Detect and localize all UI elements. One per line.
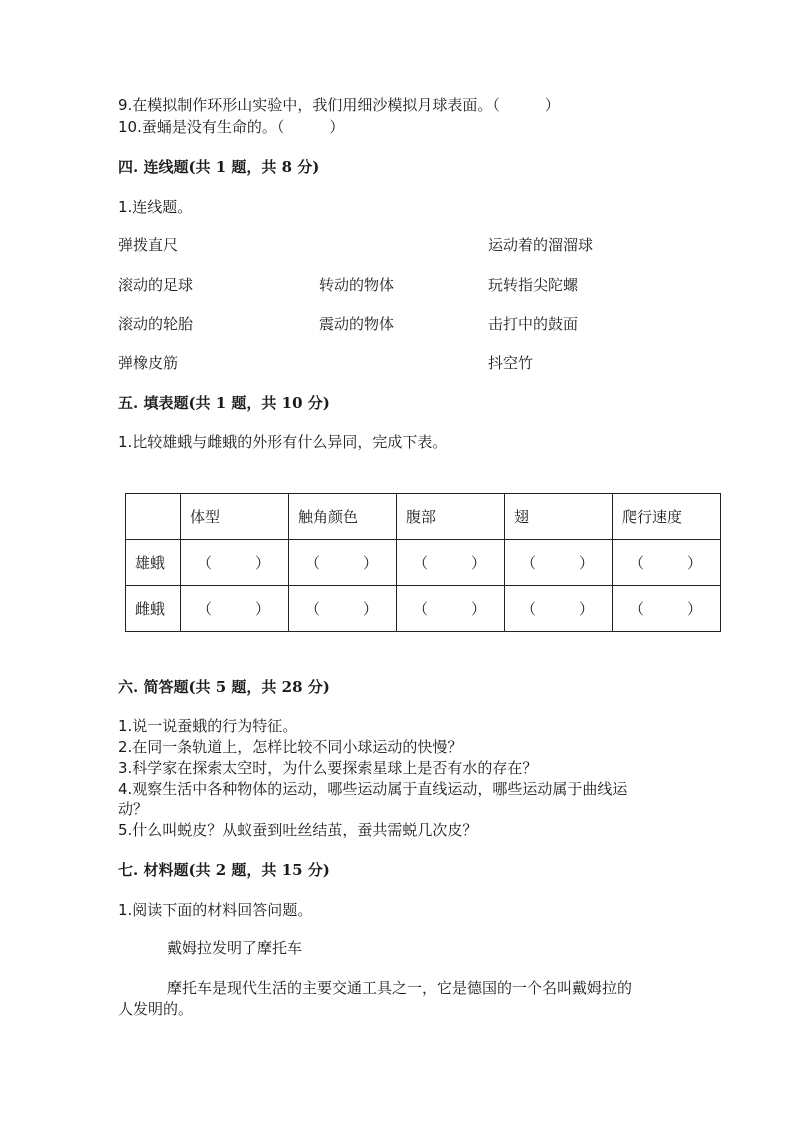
short-answer-question: 1.说一说蚕蛾的行为特征。: [118, 717, 298, 735]
open-paren: （: [521, 600, 537, 618]
open-paren: （: [197, 554, 213, 572]
judgement-item-10: 10.蚕蛹是没有生命的。（ ）: [118, 118, 345, 136]
close-paren: ）: [254, 554, 270, 572]
close-paren: ）: [362, 600, 378, 618]
row-label: 雌蛾: [126, 586, 181, 632]
section4-heading: 四. 连线题(共 1 题，共 8 分): [118, 158, 320, 176]
table-header-cell: 爬行速度: [613, 494, 721, 540]
answer-blank[interactable]: [181, 540, 289, 586]
article-title: 戴姆拉发明了摩托车: [167, 939, 303, 957]
article-paragraph-line: 人发明的。: [118, 1000, 194, 1018]
open-paren: （: [305, 600, 321, 618]
match-middle-item: 转动的物体: [319, 276, 395, 294]
answer-blank[interactable]: [397, 540, 505, 586]
answer-blank[interactable]: [613, 540, 721, 586]
section6-heading: 六. 简答题(共 5 题，共 28 分): [118, 678, 330, 696]
section7-question: 1.阅读下面的材料回答问题。: [118, 901, 313, 919]
match-right-item: 击打中的鼓面: [488, 315, 579, 333]
comparison-table: [125, 493, 721, 632]
match-left-item: 弹拨直尺: [118, 236, 179, 254]
section5-question: 1.比较雄蛾与雌蛾的外形有什么异同，完成下表。: [118, 433, 448, 451]
answer-blank[interactable]: [505, 540, 613, 586]
answer-blank[interactable]: [613, 586, 721, 632]
match-right-item: 抖空竹: [488, 354, 534, 372]
answer-blank[interactable]: [289, 586, 397, 632]
table-row: [126, 586, 721, 632]
close-paren: ）: [578, 600, 594, 618]
close-paren: ）: [686, 554, 702, 572]
short-answer-question: 3.科学家在探索太空时，为什么要探索星球上是否有水的存在？: [118, 759, 538, 777]
section4-question: 1.连线题。: [118, 198, 193, 216]
answer-blank[interactable]: [397, 586, 505, 632]
close-paren: ）: [686, 600, 702, 618]
close-paren: ）: [578, 554, 594, 572]
article-paragraph-line: 摩托车是现代生活的主要交通工具之一，它是德国的一个名叫戴姆拉的: [167, 979, 633, 997]
open-paren: （: [413, 554, 429, 572]
answer-blank[interactable]: [505, 586, 613, 632]
short-answer-question-continued: 动？: [118, 800, 149, 818]
answer-blank[interactable]: [181, 586, 289, 632]
answer-blank[interactable]: [289, 540, 397, 586]
close-paren: ）: [470, 600, 486, 618]
short-answer-question: 2.在同一条轨道上，怎样比较不同小球运动的快慢？: [118, 738, 463, 756]
match-middle-item: 震动的物体: [319, 315, 395, 333]
close-paren: ）: [470, 554, 486, 572]
open-paren: （: [629, 600, 645, 618]
table-row: [126, 540, 721, 586]
open-paren: （: [521, 554, 537, 572]
open-paren: （: [197, 600, 213, 618]
table-header-cell: 触角颜色: [289, 494, 397, 540]
table-header-cell: 翅: [505, 494, 613, 540]
close-paren: ）: [362, 554, 378, 572]
judgement-item-9: 9.在模拟制作环形山实验中，我们用细沙模拟月球表面。（ ）: [118, 96, 560, 114]
section5-heading: 五. 填表题(共 1 题，共 10 分): [118, 394, 330, 412]
table-header-cell: 体型: [181, 494, 289, 540]
table-header-row: [126, 494, 721, 540]
row-label: 雄蛾: [126, 540, 181, 586]
section7-heading: 七. 材料题(共 2 题，共 15 分): [118, 861, 330, 879]
short-answer-question: 4.观察生活中各种物体的运动，哪些运动属于直线运动，哪些运动属于曲线运: [118, 780, 628, 798]
match-right-item: 玩转指尖陀螺: [488, 276, 579, 294]
match-left-item: 滚动的足球: [118, 276, 194, 294]
open-paren: （: [413, 600, 429, 618]
match-right-item: 运动着的溜溜球: [488, 236, 594, 254]
match-left-item: 滚动的轮胎: [118, 315, 194, 333]
table-header-cell: [126, 494, 181, 540]
match-left-item: 弹橡皮筋: [118, 354, 179, 372]
close-paren: ）: [254, 600, 270, 618]
table-header-cell: 腹部: [397, 494, 505, 540]
open-paren: （: [629, 554, 645, 572]
open-paren: （: [305, 554, 321, 572]
short-answer-question: 5.什么叫蜕皮？从蚁蚕到吐丝结茧，蚕共需蜕几次皮？: [118, 821, 478, 839]
